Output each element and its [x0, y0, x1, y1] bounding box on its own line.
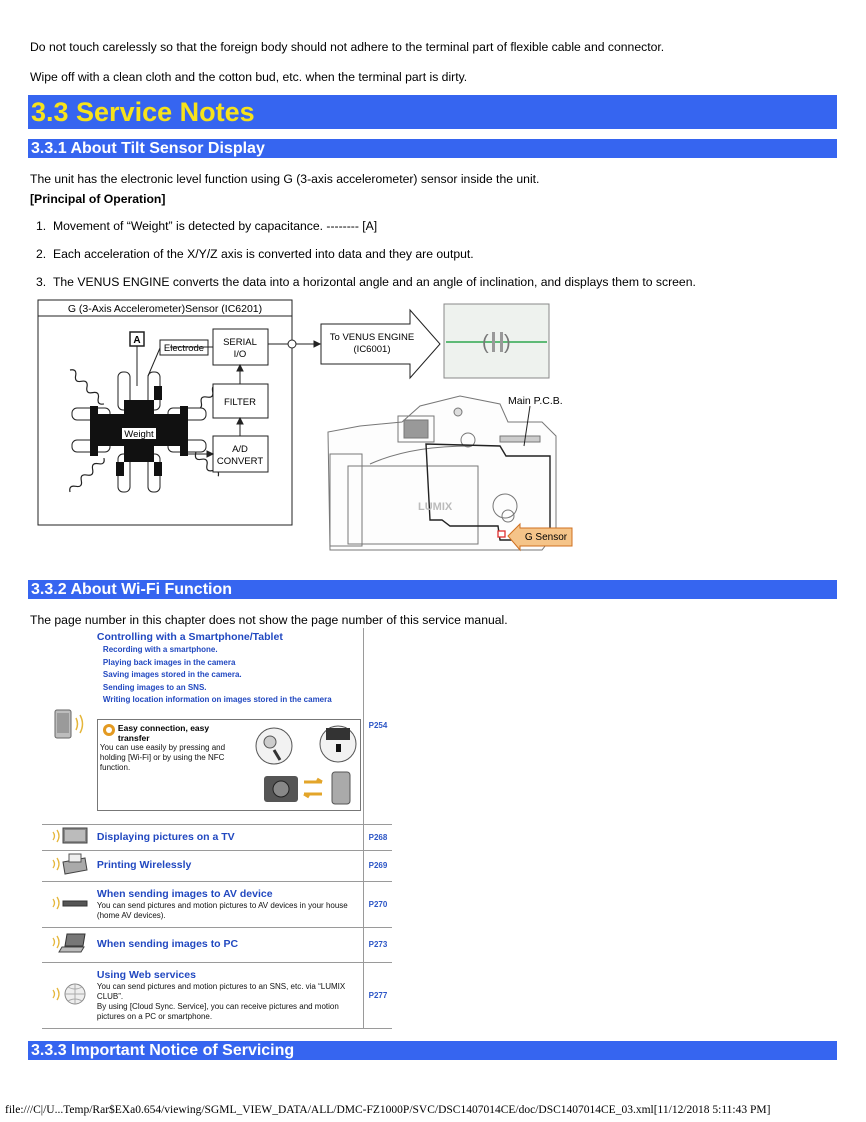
main-pcb-label: Main P.C.B.	[508, 395, 563, 407]
operation-steps	[36, 219, 836, 299]
wifi-function-table	[42, 628, 392, 1029]
electrode-label: Electrode	[163, 343, 205, 354]
g-sensor-label: G Sensor	[524, 532, 568, 543]
nfc-illustration	[252, 724, 358, 808]
footer-file-path: file:///C|/U...Temp/Rar$EXa0.654/viewing/SGML_VIEW_DATA/ALL/DMC-FZ1000P/SVC/DSC1407014CE/doc/DSC1407014CE_03.xml[11/12/2018 5:11:43 PM]	[5, 1104, 771, 1116]
step-item	[36, 219, 377, 233]
ad-convert-line2: CONVERT	[216, 456, 264, 467]
step-text: The VENUS ENGINE converts the data into a horizontal angle and an angle of inclination, and displays them to screen.	[52, 275, 696, 289]
row-title: Displaying pictures on a TV	[96, 830, 235, 843]
step-item	[36, 247, 474, 261]
filter-label: FILTER	[223, 397, 257, 408]
step-text: Movement of “Weight” is detected by capacitance. -------- [A]	[52, 219, 378, 233]
tilt-sensor-diagram	[30, 296, 590, 558]
table-row	[42, 824, 392, 850]
feature-item: Sending images to an SNS.	[102, 682, 207, 692]
level-display	[444, 304, 549, 378]
row-description: You can send pictures and motion pictures to AV devices in your house (home AV devices).	[96, 900, 348, 920]
camera-back-illustration	[328, 396, 556, 550]
callout-title-line1: Easy connection, easy	[117, 722, 210, 733]
callout-title-line2: transfer	[117, 732, 150, 743]
page-ref: P269	[363, 850, 392, 881]
ad-convert-line1: A/D	[232, 444, 248, 455]
callout-text: You can use easily by pressing and holding [Wi-Fi] or by using the NFC function.	[99, 742, 226, 772]
printer-icon	[49, 852, 89, 876]
laptop-icon	[49, 932, 89, 954]
level-bracket-left-icon: (	[482, 332, 489, 354]
row-description: You can send pictures and motion pictures to an SNS, etc. via “LUMIX CLUB”.	[96, 981, 346, 1001]
notice-heading: 3.3.3 Important Notice of Servicing	[28, 1041, 837, 1060]
step-item	[36, 275, 696, 289]
serial-io-line1: SERIAL	[223, 337, 257, 348]
venus-engine-line2: (IC6001)	[353, 344, 391, 355]
step-text: Each acceleration of the X/Y/Z axis is converted into data and they are output.	[52, 247, 474, 261]
lumix-logo: LUMIX	[418, 501, 453, 513]
table-row	[42, 962, 392, 1028]
tilt-intro: The unit has the electronic level function using G (3-axis accelerometer) sensor inside the unit.	[30, 172, 540, 186]
marker-a-label: A	[133, 335, 141, 346]
step-number: 1.	[36, 219, 47, 233]
step-number: 2.	[36, 247, 47, 261]
feature-item: Saving images stored in the camera.	[102, 670, 242, 679]
page-ref: P270	[363, 881, 392, 927]
intro-line-2: Wipe off with a clean cloth and the cotton bud, etc. when the terminal part is dirty.	[30, 70, 468, 84]
venus-engine-line1: To VENUS ENGINE	[329, 332, 415, 343]
step-number: 3.	[36, 275, 47, 289]
row-title: Using Web services	[96, 968, 196, 981]
page-ref: P273	[363, 927, 392, 962]
feature-item: Playing back images in the camera	[102, 657, 236, 667]
level-bracket-right-icon: )	[504, 332, 511, 354]
page-ref: P268	[363, 824, 392, 850]
intro-line-1: Do not touch carelessly so that the foreign body should not adhere to the terminal part of flexible cable and connector.	[30, 40, 665, 54]
feature-item: Recording with a smartphone.	[102, 645, 218, 654]
tv-icon	[49, 826, 89, 846]
feature-item: Writing location information on images stored in the camera	[102, 695, 332, 704]
page-ref: P277	[363, 962, 392, 1028]
wifi-note: The page number in this chapter does not show the page number of this service manual.	[30, 613, 508, 627]
serial-io-line2: I/O	[233, 349, 247, 360]
easy-connection-callout	[97, 719, 361, 811]
wifi-heading: 3.3.2 About Wi-Fi Function	[28, 580, 837, 599]
g-sensor-marker	[498, 531, 505, 537]
principle-heading: [Principal of Operation]	[30, 192, 166, 206]
tilt-heading: 3.3.1 About Tilt Sensor Display	[28, 139, 837, 158]
table-row	[42, 927, 392, 962]
check-circle-icon	[102, 723, 116, 737]
table-row	[42, 881, 392, 927]
row-description: By using [Cloud Sync. Service], you can receive pictures and motion pictures on a PC or smartphone.	[96, 1001, 339, 1021]
row-title: Controlling with a Smartphone/Tablet	[96, 631, 283, 643]
table-row	[42, 850, 392, 881]
section-title: 3.3 Service Notes	[28, 95, 837, 129]
row-title: Printing Wirelessly	[96, 859, 192, 871]
row-title: When sending images to PC	[96, 938, 239, 950]
av-device-icon	[49, 893, 89, 913]
row-title: When sending images to AV device	[96, 887, 273, 900]
globe-icon	[49, 982, 89, 1006]
smartphone-icon	[53, 708, 89, 740]
weight-label: Weight	[124, 429, 154, 440]
table-row	[42, 628, 392, 824]
sensor-box-title: G (3-Axis Accelerometer)Sensor (IC6201)	[67, 303, 263, 315]
page-ref: P254	[363, 628, 392, 824]
